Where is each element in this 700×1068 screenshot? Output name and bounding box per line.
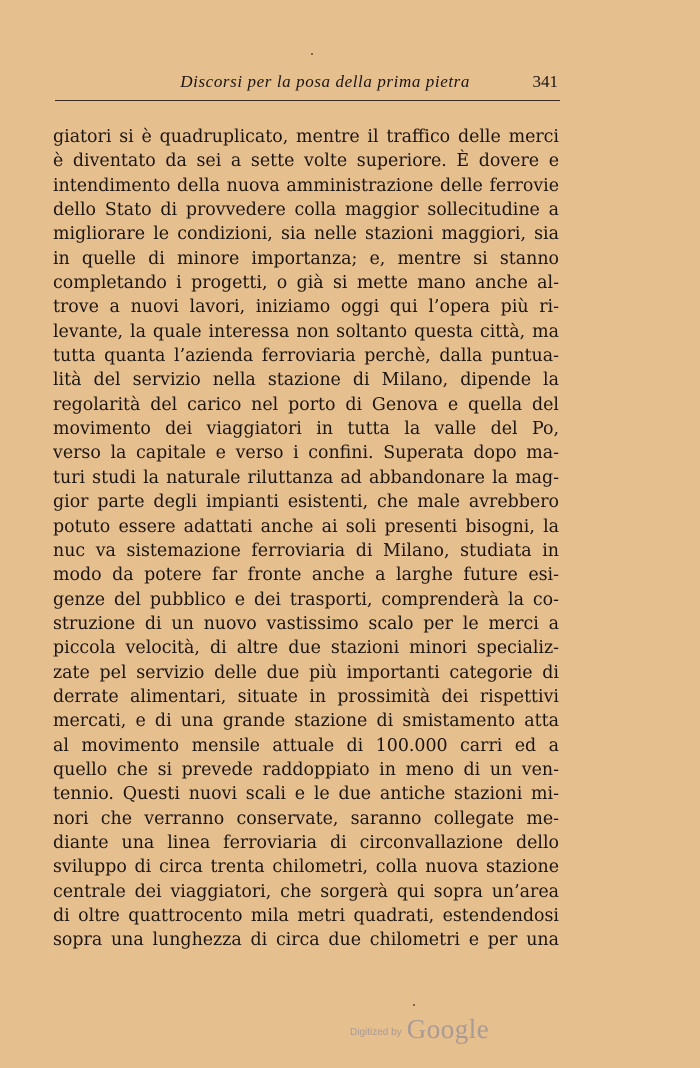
text-line: piccola velocità, di altre due stazioni minori specializ- [53, 638, 559, 659]
speck-mark [413, 1004, 415, 1006]
text-line: gior parte degli impianti esistenti, che male avrebbero [53, 492, 559, 513]
text-line: tutta quanta l’azienda ferroviaria perchè, dalla puntua- [53, 346, 559, 367]
text-line: di oltre quattrocento mila metri quadrati, estendendosi [53, 906, 559, 926]
speck-mark [311, 53, 313, 55]
text-line: sopra una lunghezza di circa due chilometri e per una [53, 930, 559, 951]
text-line: turi studi la naturale riluttanza ad abbandonare la mag- [53, 467, 559, 488]
text-line: quello che si prevede raddoppiato in meno di un ven- [53, 759, 559, 780]
text-line: in quelle di minore importanza; e, mentre si stanno [53, 248, 559, 269]
text-line: lità del servizio nella stazione di Milano, dipende la [53, 370, 559, 391]
running-header [55, 70, 560, 96]
google-logo: Google [406, 1014, 490, 1044]
text-line: dello Stato di provvedere colla maggior sollecitudine a [53, 200, 559, 221]
page-number: 341 [532, 72, 558, 91]
text-line: diante una linea ferroviaria di circonvallazione dello [53, 832, 559, 853]
text-line: è diventato da sei a sette volte superiore. È dovere e [53, 151, 559, 172]
text-line: giatori si è quadruplicato, mentre il traffico delle merci [53, 127, 559, 147]
text-line: intendimento della nuova amministrazione delle ferrovie [53, 175, 559, 196]
text-line: zate pel servizio delle due più importanti categorie di [53, 662, 559, 683]
text-line: sviluppo di circa trenta chilometri, colla nuova stazione [53, 857, 559, 878]
text-line: verso la capitale e verso i confini. Superata dopo ma- [53, 443, 559, 464]
text-line: derrate alimentari, situate in prossimità dei rispettivi [53, 686, 559, 707]
text-line: struzione di un nuovo vastissimo scalo per le merci a [53, 613, 559, 634]
text-line: movimento dei viaggiatori in tutta la valle del Po, [53, 419, 559, 440]
text-line: tennio. Questi nuovi scali e le due antiche stazioni mi- [53, 784, 559, 805]
text-line: potuto essere adattati anche ai soli presenti bisogni, la [53, 516, 559, 537]
running-title: Discorsi per la posa della prima pietra [180, 72, 470, 91]
text-line: migliorare le condizioni, sia nelle stazioni maggiori, sia [53, 224, 559, 245]
text-line: completando i progetti, o già si mette mano anche al- [53, 273, 559, 294]
text-line: nori che verranno conservate, saranno collegate me- [53, 808, 559, 829]
text-line: trove a nuovi lavori, iniziamo oggi qui l’opera più ri- [53, 297, 559, 318]
body-text [53, 125, 559, 953]
text-line: al movimento mensile attuale di 100.000 carri ed a [53, 735, 559, 756]
digitized-prefix: Digitized by [350, 1027, 402, 1038]
digitized-watermark [350, 1014, 489, 1050]
text-line: nuc va sistemazione ferroviaria di Milano, studiata in [53, 540, 559, 561]
text-line: levante, la quale interessa non soltanto questa città, ma [53, 321, 559, 342]
text-line: modo da potere far fronte anche a larghe future esi- [53, 565, 559, 586]
text-line: genze del pubblico e dei trasporti, comprenderà la co- [53, 589, 559, 610]
text-line: regolarità del carico nel porto di Genova e quella del [53, 394, 559, 415]
text-line: mercati, e di una grande stazione di smistamento atta [53, 711, 559, 732]
text-line: centrale dei viaggiatori, che sorgerà qui sopra un’area [53, 881, 559, 902]
header-rule [55, 100, 560, 101]
